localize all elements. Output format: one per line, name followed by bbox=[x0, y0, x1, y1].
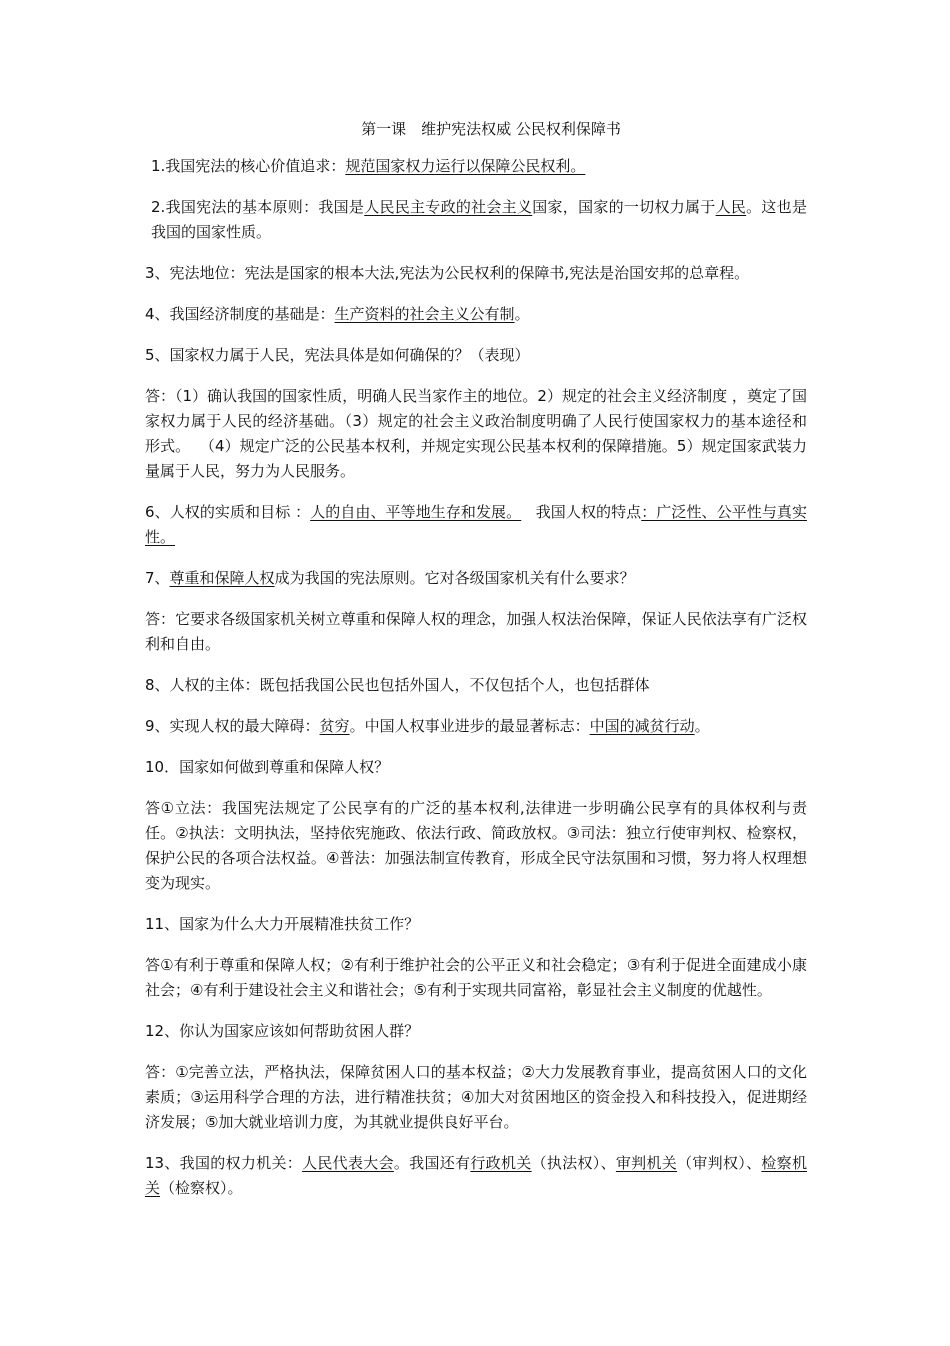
text-segment: 答①有利于尊重和保障人权；②有利于维护社会的公平正义和社会稳定；③有利于促进全面建成小康社会；④有利于建设社会主义和谐社会；⑤有利于实现共同富裕，彰显社会主义制度的优越性。 bbox=[145, 956, 807, 999]
underlined-text: 贫穷 bbox=[319, 717, 350, 735]
paragraph-p15 bbox=[145, 953, 807, 1003]
text-segment: 9、实现人权的最大障碍： bbox=[145, 717, 320, 735]
text-segment: 10．国家如何做到尊重和保障人权？ bbox=[145, 758, 390, 776]
text-segment: 8、人权的主体：既包括我国公民也包括外国人，不仅包括个人，也包括群体 bbox=[145, 676, 650, 694]
paragraph-p2 bbox=[145, 195, 807, 245]
paragraph-p10 bbox=[145, 673, 807, 698]
text-segment: 1.我国宪法的核心价值追求： bbox=[151, 157, 346, 175]
text-segment: 答：（1）确认我国的国家性质，明确人民当家作主的地位。2）规定的社会主义经济制度 ，奠定了国家权力属于人民的经济基础。（3）规定的社会主义政治制度明确了人民行使国家权力的基本途径和形式。 （4）规定广泛的公民基本权利，并规定实现公民基本权利的保障措施。5）规定国家武装力量属于人民，努力为人民服务。 bbox=[145, 387, 807, 480]
paragraph-p1 bbox=[145, 154, 807, 179]
paragraph-p12 bbox=[145, 755, 807, 780]
underlined-text: 审判机关 bbox=[615, 1154, 678, 1172]
underlined-text: 尊重和保障人权 bbox=[169, 569, 275, 587]
text-segment: 我国人权的特点 bbox=[521, 503, 642, 521]
text-segment: 3、宪法地位：宪法是国家的根本大法,宪法为公民权利的保障书,宪法是治国安邦的总章程。 bbox=[145, 264, 750, 282]
underlined-text: 人民 bbox=[715, 198, 747, 216]
underlined-text: 人的自由、平等地生存和发展。 bbox=[310, 503, 522, 521]
text-segment: （检察权）。 bbox=[160, 1179, 243, 1197]
underlined-text: 规范国家权力运行以保障公民权利。 bbox=[345, 157, 586, 175]
paragraph-p8 bbox=[145, 566, 807, 591]
paragraph-p11 bbox=[145, 714, 807, 739]
paragraph-p7 bbox=[145, 500, 807, 550]
underlined-text: 生产资料的社会主义公有制 bbox=[334, 305, 515, 323]
document-body bbox=[145, 154, 807, 1201]
text-segment: 。中国人权事业进步的最显著标志： bbox=[349, 717, 590, 735]
paragraph-p6 bbox=[145, 384, 807, 484]
text-segment: （审判权）、 bbox=[677, 1154, 762, 1172]
text-segment: 4、我国经济制度的基础是： bbox=[145, 305, 335, 323]
paragraph-p4 bbox=[145, 302, 807, 327]
underlined-text: 检察机关 bbox=[145, 1154, 807, 1197]
text-segment: 成为我国的宪法原则。它对各级国家机关有什么要求？ bbox=[274, 569, 635, 587]
text-segment: 2.我国宪法的基本原则：我国是 bbox=[151, 198, 365, 216]
text-segment: 7、 bbox=[145, 569, 170, 587]
text-segment: 答：它要求各级国家机关树立尊重和保障人权的理念，加强人权法治保障，保证人民依法享有广泛权利和自由。 bbox=[145, 610, 807, 653]
paragraph-p9 bbox=[145, 607, 807, 657]
paragraph-p5 bbox=[145, 343, 807, 368]
page-title: 第一课 维护宪法权威 公民权利保障书 bbox=[361, 120, 621, 138]
text-segment: 国家，国家的一切权力属于 bbox=[532, 198, 716, 216]
underlined-text: ：广泛性、公平性与真实性。 bbox=[145, 503, 807, 546]
underlined-text: 人民民主专政的社会主义 bbox=[364, 198, 533, 216]
paragraph-p18 bbox=[145, 1151, 807, 1201]
text-segment: 5、国家权力属于人民，宪法具体是如何确保的？（表现） bbox=[145, 346, 530, 364]
paragraph-p16 bbox=[145, 1019, 807, 1044]
text-segment: 13、我国的权力机关： bbox=[145, 1154, 303, 1172]
text-segment: 12、你认为国家应该如何帮助贫困人群？ bbox=[145, 1022, 420, 1040]
paragraph-p14 bbox=[145, 912, 807, 937]
text-segment: 答①立法：我国宪法规定了公民享有的广泛的基本权利,法律进一步明确公民享有的具体权利与责任。②执法：文明执法，坚持依宪施政、依法行政、简政放权。③司法：独立行使审判权、检察权，保护公民的各项合法权益。④普法：加强法制宣传教育，形成全民守法氛围和习惯，努力将人权理想变为现实。 bbox=[145, 799, 807, 892]
text-segment: 。 bbox=[694, 717, 710, 735]
text-segment: 11、国家为什么大力开展精准扶贫工作？ bbox=[145, 915, 420, 933]
paragraph-p13 bbox=[145, 796, 807, 896]
text-segment: 。我国还有 bbox=[393, 1154, 471, 1172]
underlined-text: 行政机关 bbox=[470, 1154, 532, 1172]
text-segment: （执法权）、 bbox=[531, 1154, 616, 1172]
text-segment: 。这也是我国的国家性质。 bbox=[151, 198, 807, 241]
text-segment: 。 bbox=[514, 305, 530, 323]
underlined-text: 人民代表大会 bbox=[302, 1154, 394, 1172]
text-segment: 6、人权的实质和目标 ： bbox=[145, 503, 311, 521]
underlined-text: 中国的减贫行动 bbox=[589, 717, 695, 735]
text-segment: 答：①完善立法，严格执法，保障贫困人口的基本权益；②大力发展教育事业，提高贫困人口的文化素质；③运用科学合理的方法，进行精准扶贫；④加大对贫困地区的资金投入和科技投入，促进期经济发展；⑤加大就业培训力度，为其就业提供良好平台。 bbox=[145, 1063, 807, 1131]
paragraph-p17 bbox=[145, 1060, 807, 1135]
paragraph-p3 bbox=[145, 261, 807, 286]
